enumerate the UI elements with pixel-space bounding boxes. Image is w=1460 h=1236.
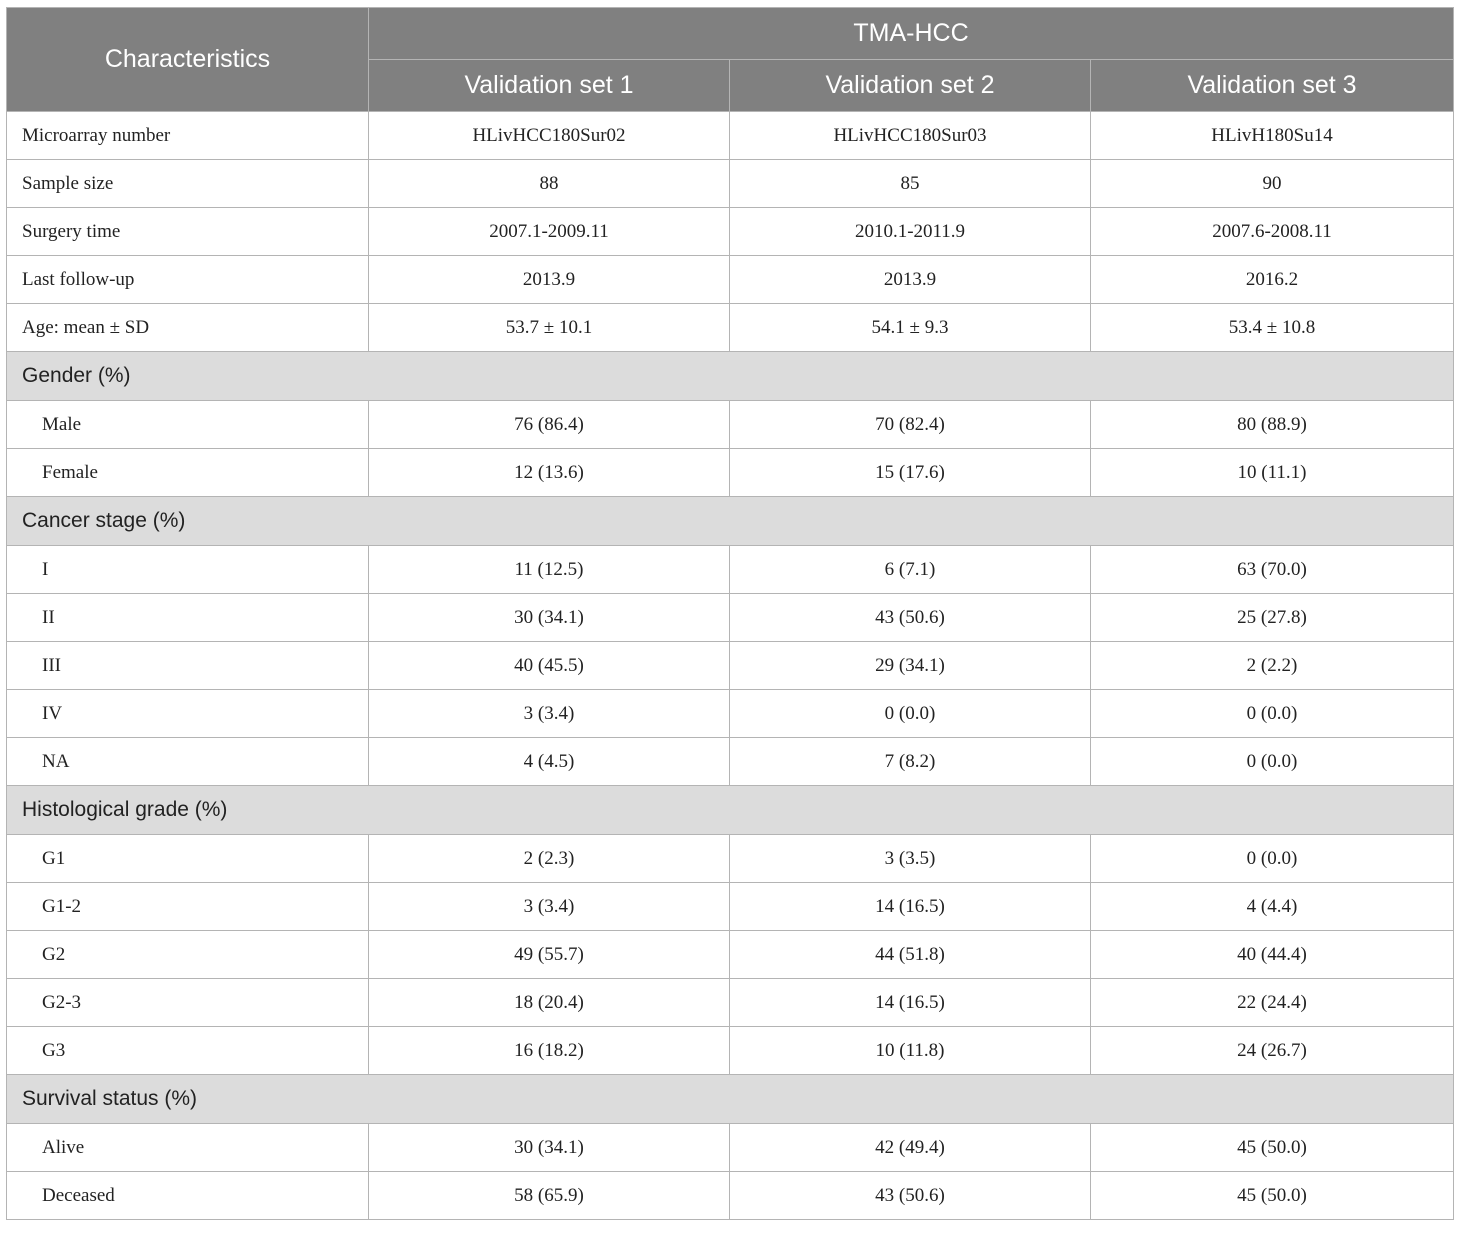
cell-validation-set-3: 63 (70.0) <box>1091 546 1454 594</box>
section-title: Gender (%) <box>7 352 1454 401</box>
row-label: Sample size <box>7 160 369 208</box>
cell-validation-set-3: 10 (11.1) <box>1091 449 1454 497</box>
cell-validation-set-3: 0 (0.0) <box>1091 690 1454 738</box>
section-title: Cancer stage (%) <box>7 497 1454 546</box>
cell-validation-set-1: 18 (20.4) <box>369 979 730 1027</box>
section-row <box>7 352 1454 401</box>
row-label: G2-3 <box>7 979 369 1027</box>
row-label: Male <box>7 401 369 449</box>
cell-validation-set-1: HLivHCC180Sur02 <box>369 112 730 160</box>
table-row <box>7 979 1454 1027</box>
cell-validation-set-1: 4 (4.5) <box>369 738 730 786</box>
cell-validation-set-2: 14 (16.5) <box>730 883 1091 931</box>
table-row <box>7 690 1454 738</box>
cell-validation-set-3: 2007.6-2008.11 <box>1091 208 1454 256</box>
row-label: G3 <box>7 1027 369 1075</box>
section-row <box>7 786 1454 835</box>
table-row <box>7 931 1454 979</box>
row-label: Female <box>7 449 369 497</box>
table-row <box>7 401 1454 449</box>
row-label: G2 <box>7 931 369 979</box>
cell-validation-set-2: 43 (50.6) <box>730 1172 1091 1220</box>
table-row <box>7 642 1454 690</box>
table-row <box>7 738 1454 786</box>
cell-validation-set-3: 2016.2 <box>1091 256 1454 304</box>
table-row <box>7 208 1454 256</box>
cell-validation-set-1: 49 (55.7) <box>369 931 730 979</box>
row-label: G1-2 <box>7 883 369 931</box>
cell-validation-set-3: 0 (0.0) <box>1091 835 1454 883</box>
table-row <box>7 304 1454 352</box>
row-label: Microarray number <box>7 112 369 160</box>
cell-validation-set-3: 25 (27.8) <box>1091 594 1454 642</box>
cell-validation-set-3: 4 (4.4) <box>1091 883 1454 931</box>
row-label: IV <box>7 690 369 738</box>
cell-validation-set-2: 85 <box>730 160 1091 208</box>
row-label: Surgery time <box>7 208 369 256</box>
cell-validation-set-1: 11 (12.5) <box>369 546 730 594</box>
cell-validation-set-1: 58 (65.9) <box>369 1172 730 1220</box>
cell-validation-set-1: 40 (45.5) <box>369 642 730 690</box>
cell-validation-set-2: 0 (0.0) <box>730 690 1091 738</box>
section-title: Survival status (%) <box>7 1075 1454 1124</box>
cell-validation-set-3: 22 (24.4) <box>1091 979 1454 1027</box>
row-label: Last follow-up <box>7 256 369 304</box>
cell-validation-set-3: 45 (50.0) <box>1091 1172 1454 1220</box>
table-row <box>7 160 1454 208</box>
cell-validation-set-3: 24 (26.7) <box>1091 1027 1454 1075</box>
table-row <box>7 883 1454 931</box>
table-row <box>7 1124 1454 1172</box>
table-row <box>7 594 1454 642</box>
table-row <box>7 835 1454 883</box>
cell-validation-set-1: 30 (34.1) <box>369 594 730 642</box>
characteristics-table <box>6 7 1454 1220</box>
cell-validation-set-1: 2 (2.3) <box>369 835 730 883</box>
cell-validation-set-1: 2007.1-2009.11 <box>369 208 730 256</box>
cell-validation-set-2: 10 (11.8) <box>730 1027 1091 1075</box>
cell-validation-set-1: 16 (18.2) <box>369 1027 730 1075</box>
validation-set-1-header: Validation set 1 <box>369 60 730 112</box>
cell-validation-set-3: 80 (88.9) <box>1091 401 1454 449</box>
section-title: Histological grade (%) <box>7 786 1454 835</box>
cell-validation-set-1: 3 (3.4) <box>369 690 730 738</box>
group-header: TMA-HCC <box>369 8 1454 60</box>
section-row <box>7 1075 1454 1124</box>
cell-validation-set-2: 2013.9 <box>730 256 1091 304</box>
characteristics-header: Characteristics <box>7 8 369 112</box>
cell-validation-set-1: 76 (86.4) <box>369 401 730 449</box>
table-row <box>7 449 1454 497</box>
table-row <box>7 1027 1454 1075</box>
cell-validation-set-3: 0 (0.0) <box>1091 738 1454 786</box>
table-row <box>7 256 1454 304</box>
cell-validation-set-2: HLivHCC180Sur03 <box>730 112 1091 160</box>
row-label: I <box>7 546 369 594</box>
cell-validation-set-2: 3 (3.5) <box>730 835 1091 883</box>
cell-validation-set-1: 12 (13.6) <box>369 449 730 497</box>
cell-validation-set-1: 53.7 ± 10.1 <box>369 304 730 352</box>
cell-validation-set-1: 30 (34.1) <box>369 1124 730 1172</box>
cell-validation-set-3: 90 <box>1091 160 1454 208</box>
table-row <box>7 112 1454 160</box>
table-body <box>7 112 1454 1220</box>
cell-validation-set-2: 6 (7.1) <box>730 546 1091 594</box>
cell-validation-set-2: 43 (50.6) <box>730 594 1091 642</box>
cell-validation-set-2: 44 (51.8) <box>730 931 1091 979</box>
cell-validation-set-2: 42 (49.4) <box>730 1124 1091 1172</box>
cell-validation-set-1: 3 (3.4) <box>369 883 730 931</box>
cell-validation-set-2: 7 (8.2) <box>730 738 1091 786</box>
section-row <box>7 497 1454 546</box>
cell-validation-set-3: 2 (2.2) <box>1091 642 1454 690</box>
row-label: G1 <box>7 835 369 883</box>
validation-set-3-header: Validation set 3 <box>1091 60 1454 112</box>
row-label: III <box>7 642 369 690</box>
cell-validation-set-1: 2013.9 <box>369 256 730 304</box>
validation-set-2-header: Validation set 2 <box>730 60 1091 112</box>
cell-validation-set-3: 53.4 ± 10.8 <box>1091 304 1454 352</box>
cell-validation-set-2: 29 (34.1) <box>730 642 1091 690</box>
row-label: NA <box>7 738 369 786</box>
cell-validation-set-2: 70 (82.4) <box>730 401 1091 449</box>
cell-validation-set-1: 88 <box>369 160 730 208</box>
cell-validation-set-3: 45 (50.0) <box>1091 1124 1454 1172</box>
row-label: Alive <box>7 1124 369 1172</box>
table-header <box>7 8 1454 112</box>
row-label: Deceased <box>7 1172 369 1220</box>
row-label: II <box>7 594 369 642</box>
cell-validation-set-2: 15 (17.6) <box>730 449 1091 497</box>
cell-validation-set-2: 14 (16.5) <box>730 979 1091 1027</box>
cell-validation-set-3: HLivH180Su14 <box>1091 112 1454 160</box>
cell-validation-set-3: 40 (44.4) <box>1091 931 1454 979</box>
row-label: Age: mean ± SD <box>7 304 369 352</box>
table-row <box>7 546 1454 594</box>
cell-validation-set-2: 54.1 ± 9.3 <box>730 304 1091 352</box>
table-row <box>7 1172 1454 1220</box>
cell-validation-set-2: 2010.1-2011.9 <box>730 208 1091 256</box>
